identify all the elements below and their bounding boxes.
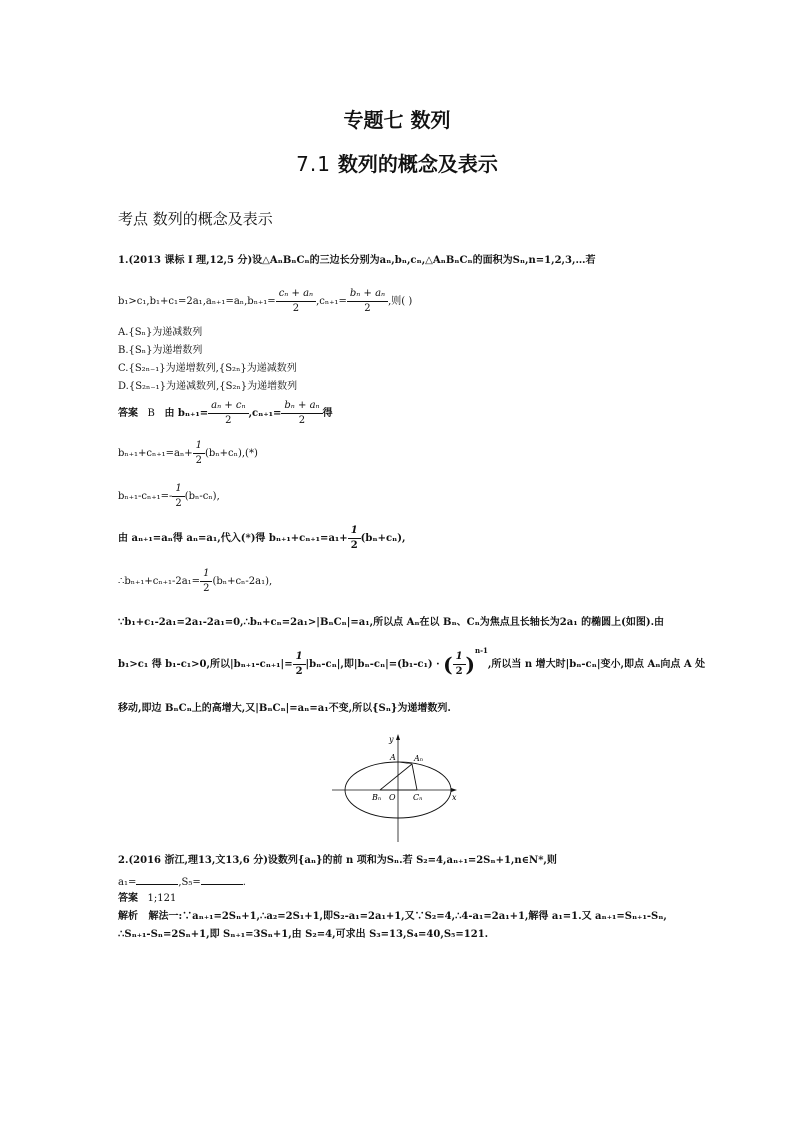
q2-blanks: a₁= ,S₅= . (118, 877, 246, 888)
q1-solution-line2: bₙ₊₁+cₙ₊₁=aₙ+ $\frac{1}{2}$ (bₙ+cₙ),(*) (118, 440, 258, 466)
half-frac: $\frac{1}{2}$ (293, 651, 306, 678)
section-title (0, 148, 794, 177)
q1-sol-frac2: $\frac{\text{bₙ + aₙ}}{2}$ (281, 400, 322, 427)
q1-answer-value: B (147, 408, 155, 419)
q2-stem: 2.(2016 浙江,理13,文13,6 分)设数列{aₙ}的前 n 项和为Sₙ.若 S₂=4,aₙ₊₁=2Sₙ+1,n∈N*,则 (118, 855, 557, 866)
ellipse-figure (330, 730, 460, 845)
q1-option-c: C.{S₂ₙ₋₁}为递增数列,{S₂ₙ}为递减数列 (118, 363, 297, 374)
q2-analysis-label: 解析 (118, 911, 138, 922)
point-a-label: A (390, 753, 396, 762)
q2-analysis-line1: 解析 解法一:∵aₙ₊₁=2Sₙ+1,∴a₂=2S₁+1,即S₂-a₁=2a₁+1,又∵S₂=4,∴4-a₁=2a₁+1,解得 a₁=1.又 aₙ₊₁=Sₙ₊₁-Sₙ, (118, 911, 667, 922)
q1-cond-suffix: ,则( ) (388, 296, 413, 307)
q1-frac-c-plus-a: $\frac{\text{cₙ + aₙ}}{2}$ (276, 288, 316, 315)
q1-option-d: D.{S₂ₙ₋₁}为递减数列,{S₂ₙ}为递增数列 (118, 381, 298, 392)
half-frac: $\frac{1}{2}$ (193, 440, 205, 467)
q2-blank-a1[interactable] (136, 875, 178, 885)
section-number: 7.1 (296, 152, 331, 176)
x-axis-arrow (451, 788, 457, 792)
q2-answer-value: 1;121 (147, 893, 177, 904)
q1-solution-line7: b₁>c₁ 得 b₁-c₁>0,所以|bₙ₊₁-cₙ₊₁|= $\frac{1}{2}$ |bₙ-cₙ|,即|bₙ-cₙ|=(b₁-c₁) · ( $\frac{1}{2}$ )$^{n-1}$,所以当 n 增大时|bₙ-cₙ|变小,即点 Aₙ向点 A 处 (118, 645, 706, 677)
point-bn-label: Bₙ (372, 793, 382, 802)
q2-analysis-line2: ∴Sₙ₊₁-Sₙ=2Sₙ+1,即 Sₙ₊₁=3Sₙ+1,由 S₂=4,可求出 S₃=13,S₄=40,S₅=121. (118, 929, 489, 940)
point-an-label: Aₙ (414, 754, 424, 763)
half-frac: $\frac{1}{2}$ (172, 483, 184, 510)
chapter-title: 专题七 数列 (343, 108, 451, 132)
x-axis-label: x (452, 793, 457, 802)
power-exponent: n-1 (475, 645, 488, 655)
q2-blank-s5[interactable] (201, 875, 243, 885)
q1-solution-line3: bₙ₊₁-cₙ₊₁=- $\frac{1}{2}$ (bₙ-cₙ), (118, 483, 220, 509)
q1-option-a: A.{Sₙ}为递减数列 (118, 327, 203, 338)
q1-solution-line8: 移动,即边 BₙCₙ上的高增大,又|BₙCₙ|=aₙ=a₁不变,所以{Sₙ}为递增数列. (118, 703, 451, 714)
q2-answer-label: 答案 (118, 893, 138, 904)
q1-solution-line5: ∴bₙ₊₁+cₙ₊₁-2a₁= $\frac{1}{2}$ (bₙ+cₙ-2a₁), (118, 568, 273, 594)
q1-solution-line1: 答案 B 由 bₙ₊₁= $\frac{\text{aₙ + cₙ}}{2}$ ,cₙ₊₁= $\frac{\text{bₙ + aₙ}}{2}$ 得 (118, 400, 333, 426)
q1-stem: 1.(2013 课标 I 理,12,5 分)设△AₙBₙCₙ的三边长分别为aₙ,bₙ,cₙ,△AₙBₙCₙ的面积为Sₙ,n=1,2,3,…若 (118, 255, 596, 266)
q1-frac-b-plus-a: $\frac{\text{bₙ + aₙ}}{2}$ (347, 288, 388, 315)
half-frac-power: $\frac{1}{2}$ (453, 651, 466, 678)
half-frac: $\frac{1}{2}$ (348, 525, 361, 552)
segment-an-cn (412, 764, 417, 790)
section-name: 数列的概念及表示 (337, 152, 498, 176)
half-frac: $\frac{1}{2}$ (200, 568, 212, 595)
point-cn-label: Cₙ (413, 793, 423, 802)
q1-cond-mid: ,cₙ₊₁= (316, 296, 347, 307)
q1-condition (118, 288, 412, 315)
origin-label: O (389, 793, 396, 802)
y-axis-arrow (396, 734, 400, 740)
q1-solution-line4: 由 aₙ₊₁=aₙ得 aₙ=a₁,代入(*)得 bₙ₊₁+cₙ₊₁=a₁+ $\frac{1}{2}$ (bₙ+cₙ), (118, 525, 406, 551)
q1-solution-line6: ∵b₁+c₁-2a₁=2a₁-2a₁=0,∴bₙ+cₙ=2a₁>|BₙCₙ|=a₁,所以点 Aₙ在以 Bₙ、Cₙ为焦点且长轴长为2a₁ 的椭圆上(如图).由 (118, 617, 665, 628)
q1-option-b: B.{Sₙ}为递增数列 (118, 345, 203, 356)
y-axis-label: y (389, 735, 394, 744)
q1-cond-prefix: b₁>c₁,b₁+c₁=2a₁,aₙ₊₁=aₙ,bₙ₊₁= (118, 296, 276, 307)
kaodian-heading: 考点 数列的概念及表示 (118, 210, 273, 228)
q2-answer (118, 893, 176, 905)
q1-answer-label: 答案 (118, 408, 138, 419)
segment-bn-an (380, 764, 412, 790)
q1-sol-frac1: $\frac{\text{aₙ + cₙ}}{2}$ (208, 400, 248, 427)
